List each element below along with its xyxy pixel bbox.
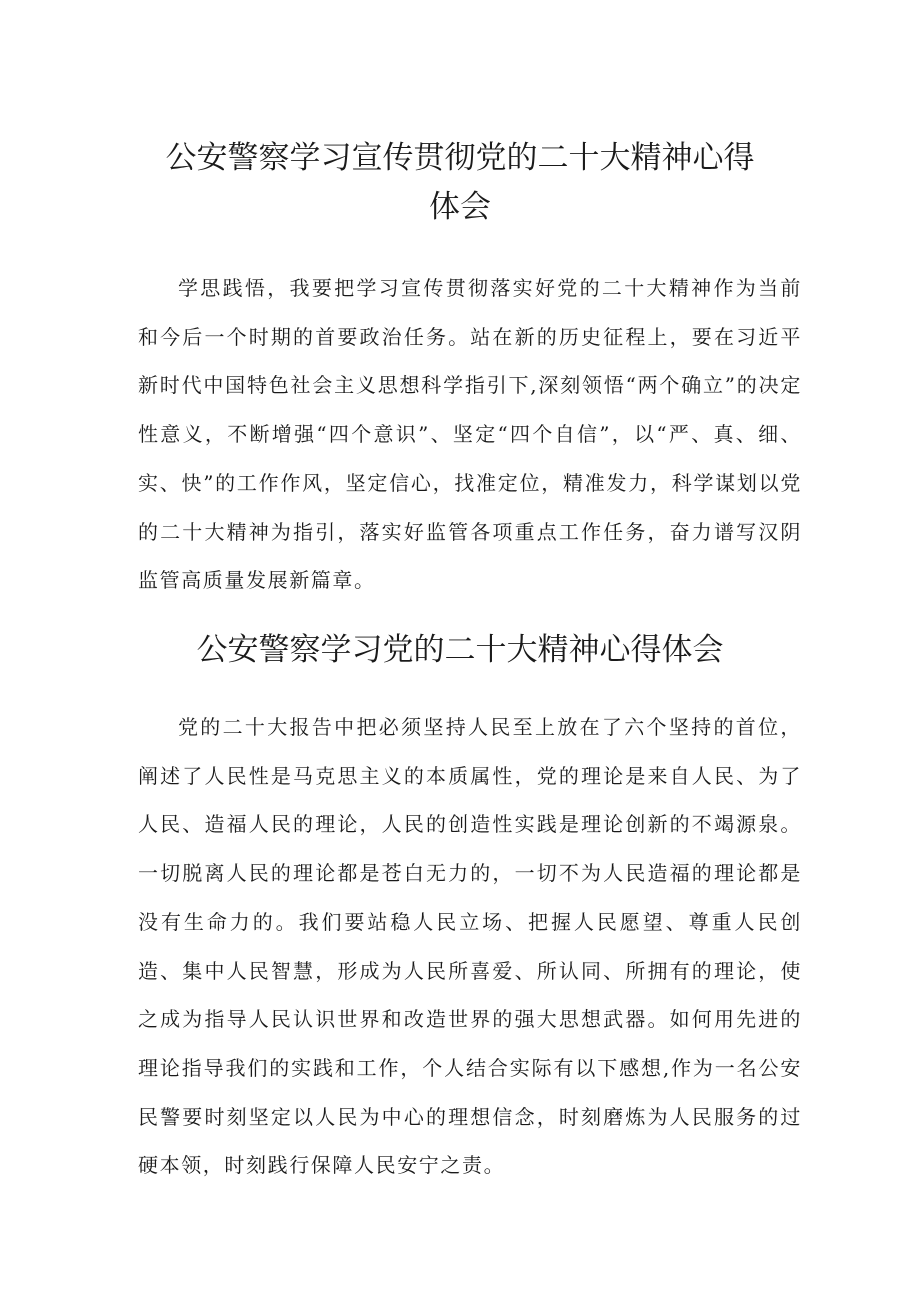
section2-title: 公安警察学习党的二十大精神心得体会: [196, 632, 724, 668]
section1-title-line1: 公安警察学习宣传贯彻党的二十大精神心得: [165, 140, 755, 176]
section1-title-line2: 体会: [429, 189, 491, 225]
section1-paragraph: 学思践悟，我要把学习宣传贯彻落实好党的二十大精神作为当前和今后一个时期的首要政治任务。站在新的历史征程上，要在习近平新时代中国特色社会主义思想科学指引下,深刻领悟“两个确立”的决定性意义，不断增强“四个意识”、坚定“四个自信”，以“严、真、细、实、快”的工作作风，坚定信心，找准定位，精准发力，科学谋划以党的二十大精神为指引，落实好监管各项重点工作任务，奋力谱写汉阴监管高质量发展新篇章。: [138, 276, 802, 593]
section1-title: [100, 136, 820, 229]
section2-paragraph: 党的二十大报告中把必须坚持人民至上放在了六个坚持的首位，阐述了人民性是马克思主义的本质属性，党的理论是来自人民、为了人民、造福人民的理论，人民的创造性实践是理论创新的不竭源泉。一切脱离人民的理论都是苍白无力的，一切不为人民造福的理论都是没有生命力的。我们要站稳人民立场、把握人民愿望、尊重人民创造、集中人民智慧，形成为人民所喜爱、所认同、所拥有的理论，使之成为指导人民认识世界和改造世界的强大思想武器。如何用先进的理论指导我们的实践和工作，个人结合实际有以下感想,作为一名公安民警要时刻坚定以人民为中心的理想信念，时刻磨炼为人民服务的过硬本领，时刻践行保障人民安宁之责。: [138, 715, 802, 1178]
